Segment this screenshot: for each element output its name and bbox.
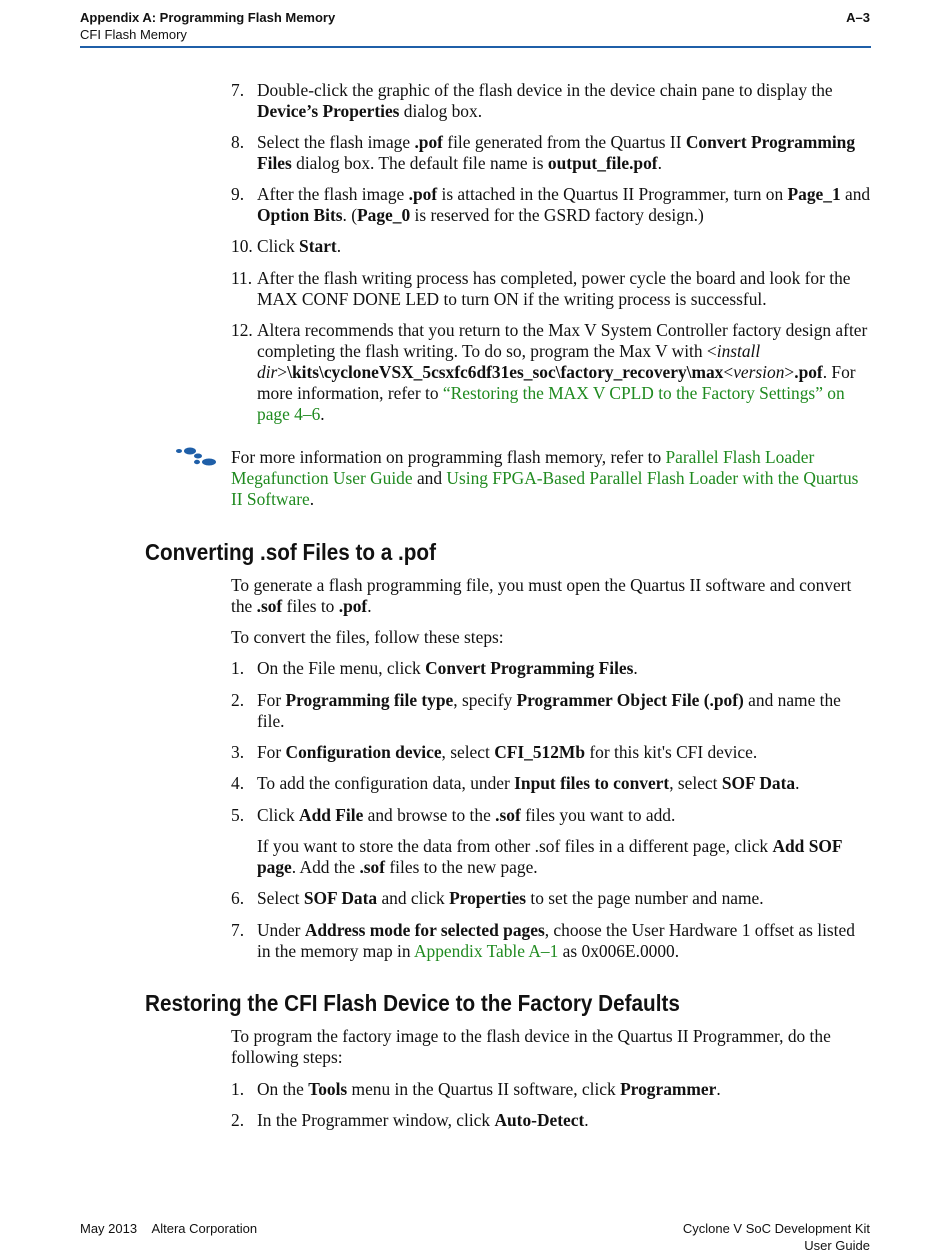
item-number: 10. <box>231 236 253 256</box>
text-run: Double-click the graphic of the flash device in the device chain pane to display the <box>257 80 833 100</box>
header-rule <box>80 46 871 48</box>
text-run: is attached in the Quartus II Programmer, turn on <box>437 184 788 204</box>
bold-term: Properties <box>449 888 527 908</box>
bold-term: Add SOF page <box>257 836 842 877</box>
item-text <box>257 132 871 174</box>
item-number: 2. <box>231 1110 245 1130</box>
text-run: On the <box>257 1079 309 1099</box>
note-text <box>231 447 871 510</box>
text-run: menu in the Quartus II software, click <box>347 1079 621 1099</box>
text-run: Click <box>257 805 300 825</box>
text-run: . <box>795 773 800 793</box>
bold-term: output_file.pof <box>547 153 658 173</box>
bold-term: .pof <box>338 596 368 616</box>
text-run: Altera recommends that you return to the Max V System Controller factory design after completing the flash writing. To do so, program the Max V with < <box>257 320 868 361</box>
text-run: For more information on programming flash memory, refer to <box>231 447 666 467</box>
item-number: 1. <box>231 658 245 678</box>
item-text <box>257 658 871 679</box>
bold-term: .pof <box>408 184 438 204</box>
item-number: 12. <box>231 320 253 340</box>
text-run: Select the flash image <box>257 132 415 152</box>
cross-reference-link[interactable]: Using FPGA-Based Parallel Flash Loader with the Quartus II Software <box>231 468 859 509</box>
list-item <box>231 742 871 763</box>
bold-term: Programmer Object File (.pof) <box>516 690 744 710</box>
item-text <box>257 888 871 909</box>
text-run: On the File menu, click <box>257 658 426 678</box>
bold-term: .pof <box>794 362 823 382</box>
text-run: < <box>723 362 734 382</box>
list-item <box>231 773 871 794</box>
text-run: Under <box>257 920 305 940</box>
step-subparagraph <box>257 836 871 878</box>
text-run: , select <box>669 773 722 793</box>
text-run: and <box>840 184 871 204</box>
text-run: After the flash writing process has completed, power cycle the board and look for the MAX CONF DONE LED to turn ON if the writing process is successful. <box>257 268 851 309</box>
page-number: A–3 <box>846 10 870 25</box>
item-text <box>257 236 871 257</box>
item-text <box>257 805 871 826</box>
text-run: , choose the User Hardware 1 offset as listed in the memory map in <box>257 920 855 961</box>
item-number: 7. <box>231 80 245 100</box>
cross-reference-link[interactable]: Parallel Flash Loader Megafunction User Guide <box>231 447 815 488</box>
bold-term: Page_0 <box>357 205 411 225</box>
text-run: for this kit's CFI device. <box>585 742 758 762</box>
item-text <box>257 184 871 226</box>
section-intro <box>231 1026 871 1068</box>
bold-term: CFI_512Mb <box>494 742 586 762</box>
bold-term: Programming file type <box>285 690 454 710</box>
item-text <box>257 773 871 794</box>
page-footer-right <box>683 1220 870 1254</box>
text-run: . <box>336 236 342 256</box>
item-number: 9. <box>231 184 245 204</box>
cross-reference-link[interactable]: “Restoring the MAX V CPLD to the Factory Settings” on page 4–6 <box>257 383 845 424</box>
text-run: > <box>784 362 795 382</box>
text-run: files you want to add. <box>520 805 676 825</box>
text-run: to set the page number and name. <box>526 888 764 908</box>
bold-term: Tools <box>308 1079 348 1099</box>
bold-term: SOF Data <box>721 773 796 793</box>
bold-term: .sof <box>256 596 283 616</box>
text-run: dialog box. The default file name is <box>291 153 548 173</box>
list-item <box>231 805 871 826</box>
footer-doc-title: Cyclone V SoC Development Kit <box>682 1221 870 1236</box>
header-title: Appendix A: Programming Flash Memory <box>80 10 336 25</box>
text-run: . <box>367 596 372 616</box>
text-run: is reserved for the GSRD factory design.) <box>410 205 704 225</box>
text-run: After the flash image <box>257 184 409 204</box>
bold-term: Configuration device <box>285 742 442 762</box>
list-item <box>231 920 871 962</box>
list-item <box>231 888 871 909</box>
section-intro <box>231 575 871 617</box>
item-number: 6. <box>231 888 245 908</box>
section-heading: Converting .sof Files to a .pof <box>145 539 436 565</box>
text-run: Select <box>257 888 304 908</box>
bold-term: Programmer <box>620 1079 717 1099</box>
item-text <box>257 690 871 732</box>
footer-date: May 2013 <box>80 1221 138 1236</box>
text-run: Click <box>257 236 300 256</box>
text-run: and browse to the <box>363 805 496 825</box>
text-run: . <box>657 153 662 173</box>
item-number: 4. <box>231 773 245 793</box>
item-text <box>257 320 871 425</box>
item-number: 3. <box>231 742 245 762</box>
text-run: > <box>277 362 288 382</box>
item-text <box>257 1110 871 1131</box>
bold-term: .pof <box>414 132 443 152</box>
bold-term: Device’s Properties <box>257 101 400 121</box>
text-run: For <box>257 742 286 762</box>
text-run: . <box>716 1079 721 1099</box>
bold-term: .sof <box>495 805 521 825</box>
text-run: as 0x006E.0000. <box>558 941 680 961</box>
text-run: , specify <box>453 690 517 710</box>
item-number: 1. <box>231 1079 245 1099</box>
text-run: In the Programmer window, click <box>257 1110 495 1130</box>
list-item <box>231 1110 871 1131</box>
italic-term: install dir <box>257 341 761 382</box>
item-number: 7. <box>231 920 245 940</box>
list-item <box>231 320 871 425</box>
bold-term: Input files to convert <box>514 773 670 793</box>
section-lead: To convert the files, follow these steps: <box>231 627 504 647</box>
list-item <box>231 236 871 257</box>
list-item <box>231 80 871 122</box>
item-number: 2. <box>231 690 245 710</box>
list-item <box>231 690 871 732</box>
list-item <box>231 184 871 226</box>
cross-reference-link[interactable]: Appendix Table A–1 <box>413 941 559 961</box>
bold-term: Auto-Detect <box>494 1110 585 1130</box>
list-item <box>231 658 871 679</box>
item-number: 11. <box>231 268 253 288</box>
item-text <box>257 742 871 763</box>
text-run: . <box>320 404 325 424</box>
text-run: files to <box>282 596 339 616</box>
italic-term: version <box>733 362 785 382</box>
text-run: . <box>633 658 638 678</box>
text-run: file generated from the Quartus II <box>442 132 686 152</box>
footer-doc-type: User Guide <box>804 1238 870 1253</box>
bold-term: \kits\cycloneVSX_5csxfc6df31es_soc\factory_recovery\max <box>287 362 724 382</box>
section-heading: Restoring the CFI Flash Device to the Factory Defaults <box>145 990 680 1016</box>
list-item <box>231 132 871 174</box>
text-run: . For more information, refer to <box>257 362 856 403</box>
bold-term: SOF Data <box>303 888 378 908</box>
text-run: files to the new page. <box>385 857 538 877</box>
bold-term: Start <box>299 236 337 256</box>
text-run: . Add the <box>291 857 360 877</box>
item-text <box>257 1079 871 1100</box>
bold-term: .sof <box>359 857 386 877</box>
bold-term: Convert Programming Files <box>425 658 634 678</box>
text-run: To add the configuration data, under <box>257 773 515 793</box>
item-text <box>257 268 871 310</box>
bold-term: Address mode for selected pages <box>304 920 545 940</box>
text-run: To program the factory image to the flash device in the Quartus II Programmer, do the following steps: <box>231 1026 831 1067</box>
text-run: . <box>584 1110 589 1130</box>
bold-term: Option Bits <box>257 205 343 225</box>
item-number: 8. <box>231 132 245 152</box>
item-text <box>257 80 871 122</box>
text-run: To generate a flash programming file, you must open the Quartus II software and convert the <box>231 575 852 616</box>
page-footer-left <box>80 1220 257 1237</box>
item-text <box>257 920 871 962</box>
text-run: and name the file. <box>257 690 841 731</box>
note-icon <box>174 446 220 468</box>
text-run: , select <box>441 742 495 762</box>
text-run: For <box>257 690 286 710</box>
list-item <box>231 268 871 310</box>
bold-term: Page_1 <box>787 184 841 204</box>
page-header <box>80 9 335 43</box>
text-run: . ( <box>342 205 358 225</box>
bold-term: Add File <box>299 805 364 825</box>
text-run: dialog box. <box>399 101 483 121</box>
header-subtitle: CFI Flash Memory <box>80 27 187 42</box>
text-run: and click <box>377 888 450 908</box>
text-run: If you want to store the data from other .sof files in a different page, click <box>257 836 773 856</box>
bold-term: Convert Programming Files <box>257 132 856 173</box>
text-run: and <box>412 468 447 488</box>
text-run: . <box>309 489 315 509</box>
list-item <box>231 1079 871 1100</box>
item-number: 5. <box>231 805 245 825</box>
footer-company: Altera Corporation <box>151 1221 258 1236</box>
